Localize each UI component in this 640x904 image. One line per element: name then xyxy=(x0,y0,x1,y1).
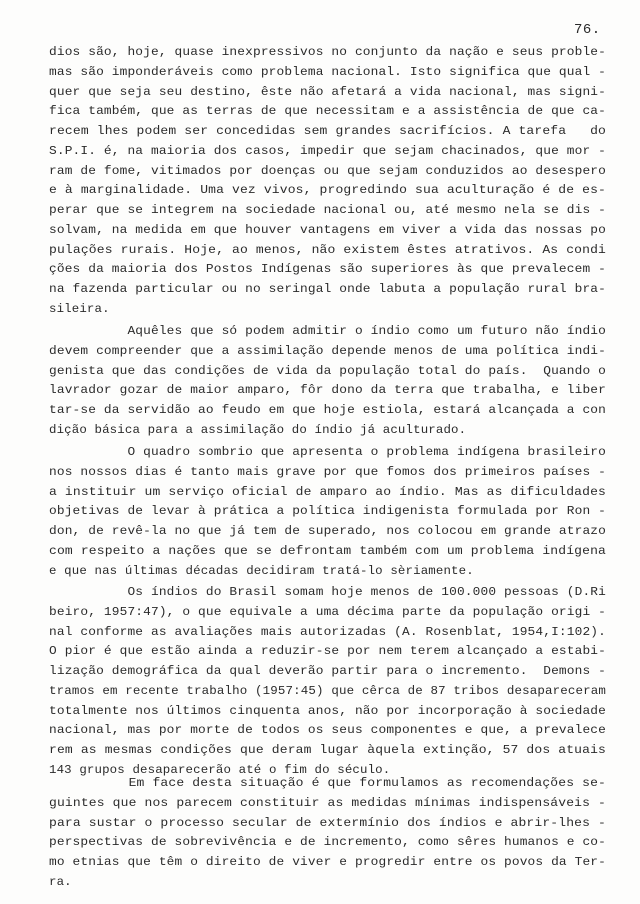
text-line: com respeito a nações que se defrontam também com um problema indígena xyxy=(49,543,607,558)
text-line: e que nas últimas décadas decidiram tratá-lo sèriamente. xyxy=(49,563,474,578)
text-line: genista que das condições de vida da população total do país. Quando o xyxy=(49,363,606,378)
text-line: nacional, mas por morte de todos os seus componentes e que, a prevalece xyxy=(49,723,606,738)
text-line: ções da maioria dos Postos Indígenas são superiores às que prevalecem - xyxy=(49,262,606,277)
text-line: tar-se da servidão ao feudo em que hoje estiola, estará alcançada a con xyxy=(49,403,606,417)
text-line: para sustar o processo secular de extermínio dos índios e abrir-lhes - xyxy=(49,815,607,830)
text-line: perar que se integrem na sociedade nacional ou, até mesmo nela se dis - xyxy=(49,203,606,217)
text-line: a instituir um serviço oficial de amparo ao índio. Mas as dificuldades xyxy=(49,484,607,499)
text-line: beiro, 1957:47), o que equivale a uma décima parte da população origi - xyxy=(49,604,606,619)
text-line: nal conforme as avaliações mais autorizadas (A. Rosenblat, 1954,I:102). xyxy=(49,624,606,639)
text-line: solvam, na medida em que houver vantagens em viver a vida das nossas po xyxy=(49,222,606,237)
text-line: objetivas de levar à prática a política indigenista formulada por Ron - xyxy=(49,504,606,519)
text-line: perspectivas de sobrevivência e de incremento, como sêres humanos e co- xyxy=(49,835,606,850)
text-line: dios são, hoje, quase inexpressivos no conjunto da nação e seus proble- xyxy=(49,45,606,59)
text-line: Em face desta situação é que formulamos as recomendações se- xyxy=(49,776,607,790)
text-line: quer que seja seu destino, êste não afetará a vida nacional, mas signi- xyxy=(49,84,606,99)
text-line: tramos em recente trabalho (1957:45) que cêrca de 87 tribos desapareceram xyxy=(49,683,607,698)
text-line: Os índios do Brasil somam hoje menos de 100.000 pessoas (D.Ri xyxy=(49,585,606,599)
text-line: mas são imponderáveis como problema nacional. Isto significa que qual - xyxy=(49,64,606,79)
text-line: rem as mesmas condições que deram lugar àquela extinção, 57 dos atuais xyxy=(49,743,607,757)
text-line: 143 grupos desaparecerão até o fim do século. xyxy=(49,762,391,777)
text-line: nos nossos dias é tanto mais grave por que fomos dos primeiros países - xyxy=(49,464,606,479)
text-line: devem compreender que a assimilação depende menos de uma política indi- xyxy=(49,343,606,358)
text-line: don, de revê-la no que já tem de superado, nos colocou em grande atrazo xyxy=(49,524,606,538)
text-line: fica também, que as terras de que necessitam e a assistência de que ca- xyxy=(49,104,606,119)
text-line: totalmente nos últimos cinquenta anos, não por incorporação à sociedade xyxy=(49,703,606,718)
text-line: lavrador gozar de maior amparo, fôr dono da terra que trabalha, e liber xyxy=(49,383,606,398)
text-line: e à marginalidade. Uma vez vivos, progredindo sua aculturação é de es- xyxy=(49,183,607,198)
text-line: O pior é que estão ainda a reduzir-se por nem terem alcançado a estabi- xyxy=(49,644,606,659)
text-line: S.P.I. é, na maioria dos casos, impedir que sejam chacinados, que mor - xyxy=(49,143,606,158)
text-line: recem lhes podem ser concedidas sem grandes sacrifícios. A tarefa do xyxy=(49,124,607,138)
text-line: guintes que nos parecem constituir as medidas mínimas indispensáveis - xyxy=(49,795,607,810)
text-line: dição básica para a assimilação do índio já aculturado. xyxy=(49,422,467,437)
text-line: mo etnias que têm o direito de viver e progredir entre os povos da Ter- xyxy=(49,855,606,869)
text-line: O quadro sombrio que apresenta o problema indígena brasileiro xyxy=(49,445,606,459)
text-line: Aquêles que só podem admitir o índio como um futuro não índio xyxy=(49,324,606,338)
text-line: lização demográfica da qual deverão partir para o incremento. Demons - xyxy=(49,664,606,678)
text-line: pulações rurais. Hoje, ao menos, não existem êstes atrativos. As condi xyxy=(49,242,607,257)
text-line: ra. xyxy=(49,874,72,889)
text-line: sileira. xyxy=(49,301,110,316)
page-number: 76. xyxy=(574,22,601,38)
text-line: ram de fome, vitimados por doenças ou que sejam conduzidos ao desespero xyxy=(49,163,606,178)
text-line: na fazenda particular ou no seringal onde labuta a população rural bra- xyxy=(49,282,606,296)
